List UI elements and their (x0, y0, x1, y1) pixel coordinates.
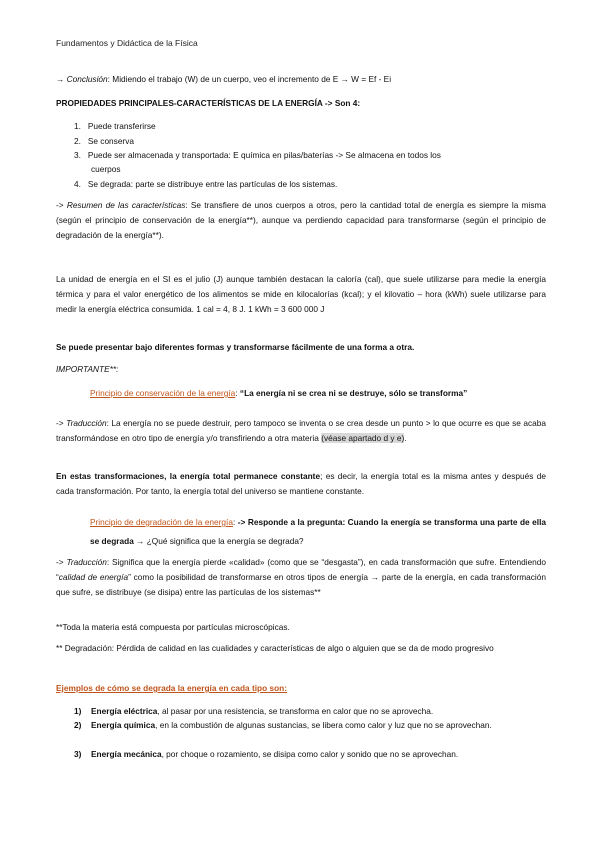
properties-heading: PROPIEDADES PRINCIPALES-CARACTERÍSTICAS DE LA ENERGÍA -> Son 4: (56, 98, 361, 108)
list-item: 2. Se conserva (74, 136, 134, 146)
list-item: 3) Energía mecánica, por choque o rozamiento, se disipa como calor y sonido que no se aprovechan. (74, 749, 459, 759)
footnote-degradation: ** Degradación: Pérdida de calidad en las cualidades y características de algo o alguien que se da de modo progresivo (56, 643, 494, 653)
list-item: 3. Puede ser almacenada y transportada: E química en pilas/baterías -> Se almacena en todos los (74, 150, 441, 160)
principle-degradation: Principio de degradación de la energía: -> Responde a la pregunta: Cuando la energía se transforma una parte de ella se degrada → ¿Qué significa que la energía se degrada? (90, 517, 546, 546)
translation-degradation: -> Traducción: Significa que la energía pierde «calidad» (como que se “desgasta”), en cada transformación que sufre. Entendiendo “calidad de energía” como la posibilidad de transformarse en otros tipos de energía → parte de la energía, en cada transformación que sufre, se distribuye (se disipa) entre las partículas de los sistemas** (56, 557, 546, 597)
transformations-paragraph: En estas transformaciones, la energía total permanece constante; es decir, la energía total es la misma antes y después de cada transformación. Por tanto, la energía total del universo se mantiene constante. (56, 471, 546, 496)
examples-heading: Ejemplos de cómo se degrada la energía en cada tipo son: (56, 683, 287, 693)
conclusion-line: → Conclusión: Midiendo el trabajo (W) de un cuerpo, veo el incremento de E → W = Ef - Ei (56, 74, 392, 84)
translation-conservation: -> Traducción: La energía no se puede destruir, pero tampoco se inventa o se crea desde un punto > lo que ocurre es que se acaba transformándose en otro tipo de energía y/o transfiriendo a otra materia (véase apartado d y e). (56, 418, 546, 443)
summary-paragraph: -> Resumen de las características: Se transfiere de unos cuerpos a otros, pero la cantidad total de energía es siempre la misma (según el principio de conservación de la energía**), aunque va perdiendo capacidad para transformarse (según el principio de degradación de la energía**). (56, 200, 546, 240)
principle-conservation: Principio de conservación de la energía: “La energía ni se crea ni se destruye, sólo se transforma” (90, 388, 468, 398)
page-header: Fundamentos y Didáctica de la Física (56, 38, 198, 48)
footnote-matter: **Toda la materia está compuesta por partículas microscópicas. (56, 622, 290, 632)
list-item: 1) Energía eléctrica, al pasar por una resistencia, se transforma en calor que no se aprovecha. (74, 706, 434, 716)
list-item: 1. Puede transferirse (74, 121, 156, 131)
list-item: 4. Se degrada: parte se distribuye entre las partículas de los sistemas. (74, 179, 338, 189)
forms-statement: Se puede presentar bajo diferentes formas y transformarse fácilmente de una forma a otra. (56, 342, 415, 352)
important-label: IMPORTANTE**: (56, 364, 119, 374)
list-item: 2) Energía química, en la combustión de algunas sustancias, se libera como calor y luz que no se aprovechan. (74, 720, 492, 730)
units-paragraph: La unidad de energía en el SI es el julio (J) aunque también destacan la caloría (cal), que suele utilizarse para medie la energía térmica y para el valor energético de los alimentos se mide en kilocalorías (kcal); y el kilovatio – hora (kWh) suele utilizarse para medir la energía eléctrica consumida. 1 cal = 4, 8 J. 1 kWh = 3 600 000 J (56, 274, 546, 314)
list-item-continuation: cuerpos (91, 164, 121, 174)
